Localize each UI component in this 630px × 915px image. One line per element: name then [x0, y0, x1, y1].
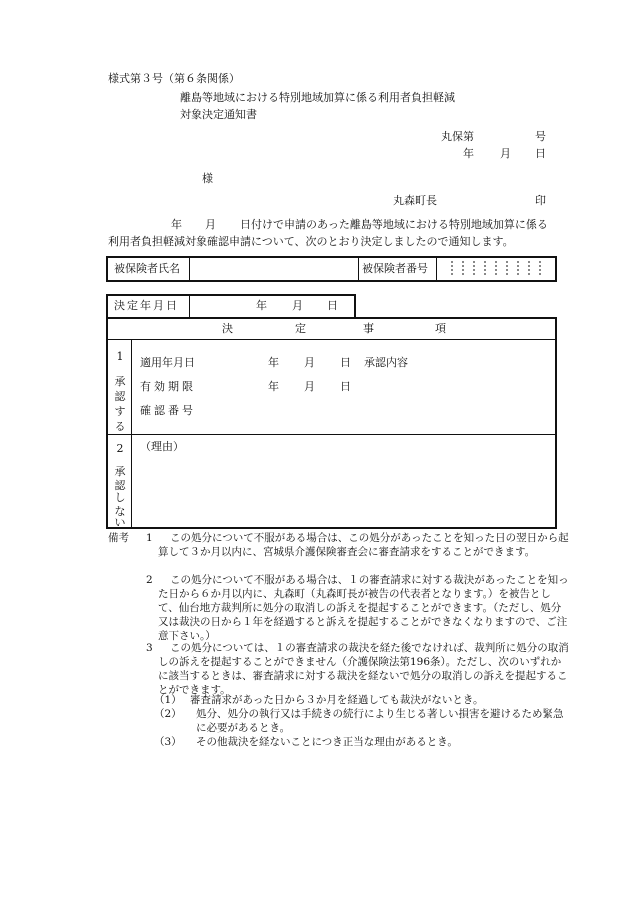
deny-vertical-4: な — [114, 505, 126, 518]
digit-cell-dividers — [440, 259, 554, 279]
apply-date-label: 適用年月日 — [140, 356, 195, 369]
intro-line2: 利用者負担軽減対象確認申請について、次のとおり決定しましたので通知します。 — [108, 235, 514, 248]
divider — [108, 339, 555, 340]
approve-vertical-4: る — [114, 420, 126, 433]
approve-vertical-1: 承 — [114, 375, 126, 388]
approve-vertical-3: す — [114, 405, 126, 418]
subitem-2-text: 処分、処分の執行又は手続きの続行により生じる著しい損害を避けるため緊急に必要があるとき。 — [196, 708, 564, 734]
apply-date-month: 月 — [304, 356, 315, 369]
subitem-3-number: （3） — [154, 736, 182, 748]
form-number: 様式第３号（第６条関係） — [108, 72, 240, 85]
valid-period-label: 有効期限 — [140, 380, 196, 393]
valid-period-month: 月 — [304, 380, 315, 393]
insured-number-label: 被保険者番号 — [362, 262, 428, 275]
header-char-3: 事 — [363, 322, 374, 335]
note-1-text: この処分について不服がある場合は、この処分があったことを知った日の翌日から起算して３か月以内に、宮城県介護保険審査会に審査請求をすることができます。 — [158, 532, 569, 558]
issue-date-day: 日 — [535, 147, 546, 160]
intro-year: 年 — [171, 218, 182, 231]
doc-number-prefix: 丸保第 — [441, 130, 474, 143]
apply-date-year: 年 — [268, 356, 279, 369]
subitem-1-text: 審査請求があった日から３か月を経過しても裁決がないとき。 — [190, 694, 484, 706]
header-char-1: 決 — [222, 322, 233, 335]
seal-mark: 印 — [535, 194, 546, 207]
notes-label: 備考 — [108, 532, 129, 544]
approve-number: 1 — [116, 350, 124, 363]
decision-date-day: 日 — [327, 299, 338, 312]
apply-date-day: 日 — [340, 356, 351, 369]
insured-name-field[interactable] — [197, 262, 351, 276]
issue-date-month: 月 — [500, 147, 511, 160]
confirmation-number-label: 確認番号 — [140, 404, 196, 417]
header-char-2: 定 — [295, 322, 306, 335]
document-title-line1: 離島等地域における特別地域加算に係る利用者負担軽減 — [180, 91, 455, 104]
deny-vertical-3: し — [114, 491, 126, 504]
note-1-number: 1 — [146, 532, 153, 544]
deny-vertical-2: 認 — [114, 479, 126, 492]
note-3-text: この処分については、１の審査請求の裁決を経た後でなければ、裁判所に処分の取消しの訴えを提起することができません（介護保険法第196条）。ただし、次のいずれかに該当するときは、審査請求に対する裁決を経ないで処分の取消しの訴えを提起することができます。 — [158, 642, 569, 696]
divider — [436, 258, 437, 280]
subitem-3-text: その他裁決を経ないことにつき正当な理由があるとき。 — [196, 736, 458, 748]
addressee-suffix: 様 — [202, 172, 213, 185]
decision-date-year: 年 — [256, 299, 267, 312]
decision-date-label: 決定年月日 — [114, 299, 179, 312]
insured-number-boxes[interactable] — [440, 259, 554, 279]
approval-content-label: 承認内容 — [364, 356, 408, 369]
divider — [189, 258, 190, 280]
divider — [189, 296, 190, 317]
document-title-line2: 対象決定通知書 — [180, 108, 257, 121]
approve-vertical-2: 認 — [114, 390, 126, 403]
decision-table — [106, 317, 557, 529]
valid-period-year: 年 — [268, 380, 279, 393]
valid-period-day: 日 — [340, 380, 351, 393]
note-2-text: この処分について不服がある場合は、１の審査請求に対する裁決があったことを知った日から６か月以内に、丸森町（丸森町長が被告の代表者となります。）を被告として、仙台地方裁判所に処分の取消しの訴えを提起することができます。（ただし、処分又は裁決の日から１年を経過すると訴えを提起することができなくなりますので、ご注意下さい。） — [158, 574, 569, 642]
deny-vertical-1: 承 — [114, 465, 126, 478]
insured-name-label: 被保険者氏名 — [114, 262, 180, 275]
doc-number-suffix: 号 — [535, 130, 546, 143]
subitem-2-number: （2） — [154, 708, 182, 720]
note-2-number: 2 — [146, 574, 153, 586]
decision-date-month: 月 — [292, 299, 303, 312]
header-char-4: 項 — [435, 322, 446, 335]
deny-vertical-5: い — [114, 516, 126, 529]
issuer-name: 丸森町長 — [393, 194, 437, 207]
intro-line1: 日付けで申請のあった離島等地域における特別地域加算に係る — [240, 218, 548, 231]
note-3-number: 3 — [146, 642, 153, 654]
deny-number: 2 — [116, 442, 124, 455]
divider — [131, 340, 132, 527]
subitem-1-number: （1） — [154, 694, 182, 706]
reason-label: （理由） — [140, 440, 184, 453]
divider — [108, 434, 555, 435]
issue-date-year: 年 — [463, 147, 474, 160]
divider — [358, 258, 359, 280]
intro-month: 月 — [205, 218, 216, 231]
